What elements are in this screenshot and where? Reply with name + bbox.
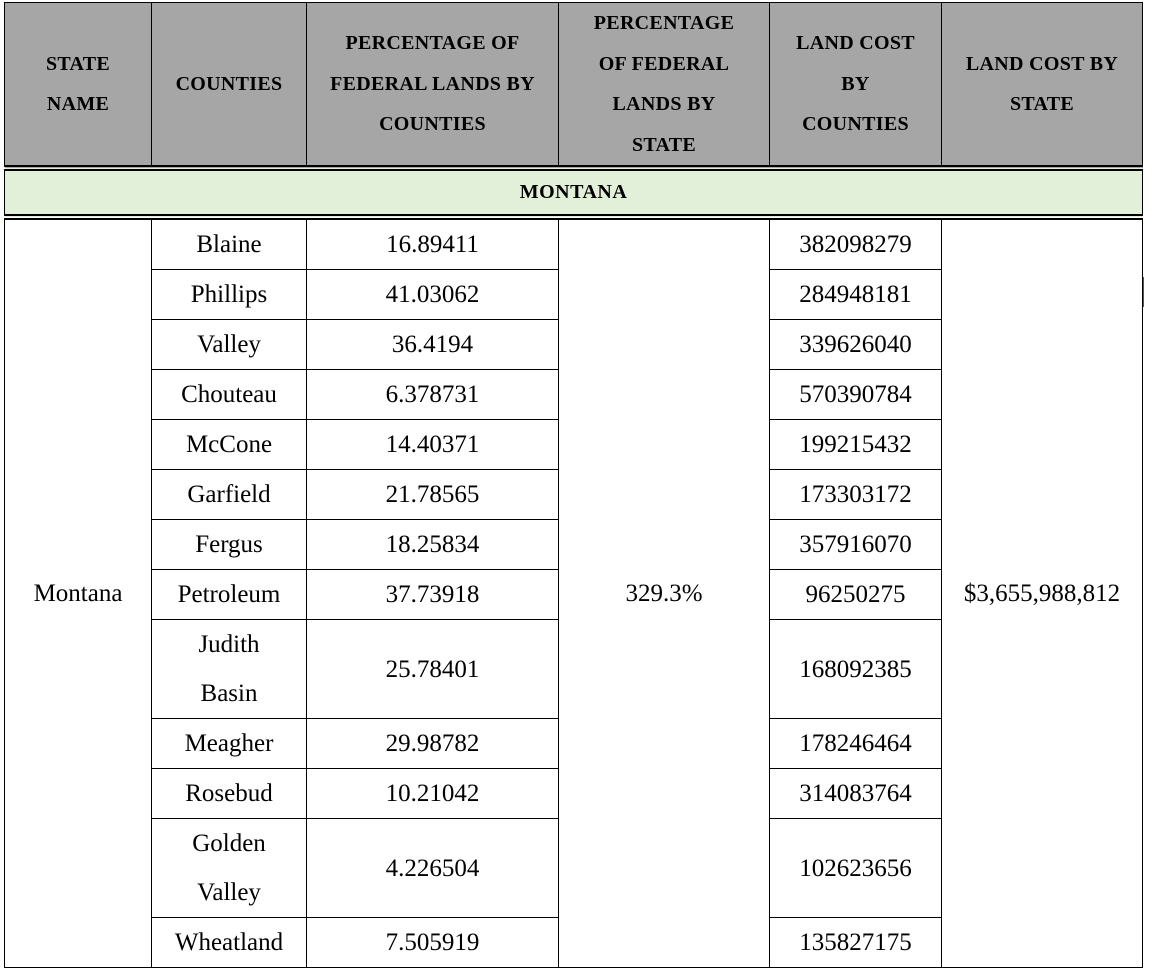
county-cost-cell: 96250275: [770, 570, 942, 620]
county-cost-cell: 382098279: [770, 217, 942, 270]
county-cell: Fergus: [152, 520, 307, 570]
data-body: [5, 217, 1143, 968]
county-cost-cell: 168092385: [770, 620, 942, 719]
header-state-name: STATE NAME: [5, 3, 152, 169]
county-cost-cell: 284948181: [770, 270, 942, 320]
state-pct-cell: 329.3%: [559, 217, 770, 968]
county-pct-cell: 16.89411: [307, 217, 559, 270]
county-cost-cell: 178246464: [770, 719, 942, 769]
county-cost-cell: 314083764: [770, 769, 942, 819]
county-cell: Phillips: [152, 270, 307, 320]
county-cost-cell: 357916070: [770, 520, 942, 570]
text-cursor: [1143, 277, 1144, 307]
state-cost-cell: $3,655,988,812: [942, 217, 1143, 968]
county-cost-cell: 135827175: [770, 918, 942, 968]
federal-lands-table: [4, 2, 1143, 968]
county-cost-cell: 570390784: [770, 370, 942, 420]
county-cell: Petroleum: [152, 570, 307, 620]
county-pct-cell: 29.98782: [307, 719, 559, 769]
county-cost-cell: 173303172: [770, 470, 942, 520]
county-pct-cell: 6.378731: [307, 370, 559, 420]
county-cell: Garfield: [152, 470, 307, 520]
county-cell: Golden Valley: [152, 819, 307, 918]
county-cell: Judith Basin: [152, 620, 307, 719]
county-cell: Meagher: [152, 719, 307, 769]
county-cell: Valley: [152, 320, 307, 370]
county-pct-cell: 36.4194: [307, 320, 559, 370]
county-pct-cell: 21.78565: [307, 470, 559, 520]
county-pct-cell: 25.78401: [307, 620, 559, 719]
header-pct-by-state: PERCENTAGE OF FEDERAL LANDS BY STATE: [559, 3, 770, 169]
county-cell: Rosebud: [152, 769, 307, 819]
county-pct-cell: 37.73918: [307, 570, 559, 620]
header-cost-by-counties: LAND COST BY COUNTIES: [770, 3, 942, 169]
state-name-cell: Montana: [5, 217, 152, 968]
county-cell: Blaine: [152, 217, 307, 270]
county-cost-cell: 102623656: [770, 819, 942, 918]
county-pct-cell: 18.25834: [307, 520, 559, 570]
county-cell: Wheatland: [152, 918, 307, 968]
county-pct-cell: 14.40371: [307, 420, 559, 470]
county-pct-cell: 41.03062: [307, 270, 559, 320]
county-cell: Chouteau: [152, 370, 307, 420]
header-pct-by-counties: PERCENTAGE OF FEDERAL LANDS BY COUNTIES: [307, 3, 559, 169]
header-cost-by-state: LAND COST BY STATE: [942, 3, 1143, 169]
section-title: MONTANA: [5, 168, 1143, 217]
county-cost-cell: 339626040: [770, 320, 942, 370]
header-row: [5, 3, 1143, 169]
county-cell: McCone: [152, 420, 307, 470]
section-row: [5, 168, 1143, 217]
header-counties: COUNTIES: [152, 3, 307, 169]
county-pct-cell: 4.226504: [307, 819, 559, 918]
table-row: [5, 217, 1143, 270]
county-pct-cell: 7.505919: [307, 918, 559, 968]
county-cost-cell: 199215432: [770, 420, 942, 470]
county-pct-cell: 10.21042: [307, 769, 559, 819]
